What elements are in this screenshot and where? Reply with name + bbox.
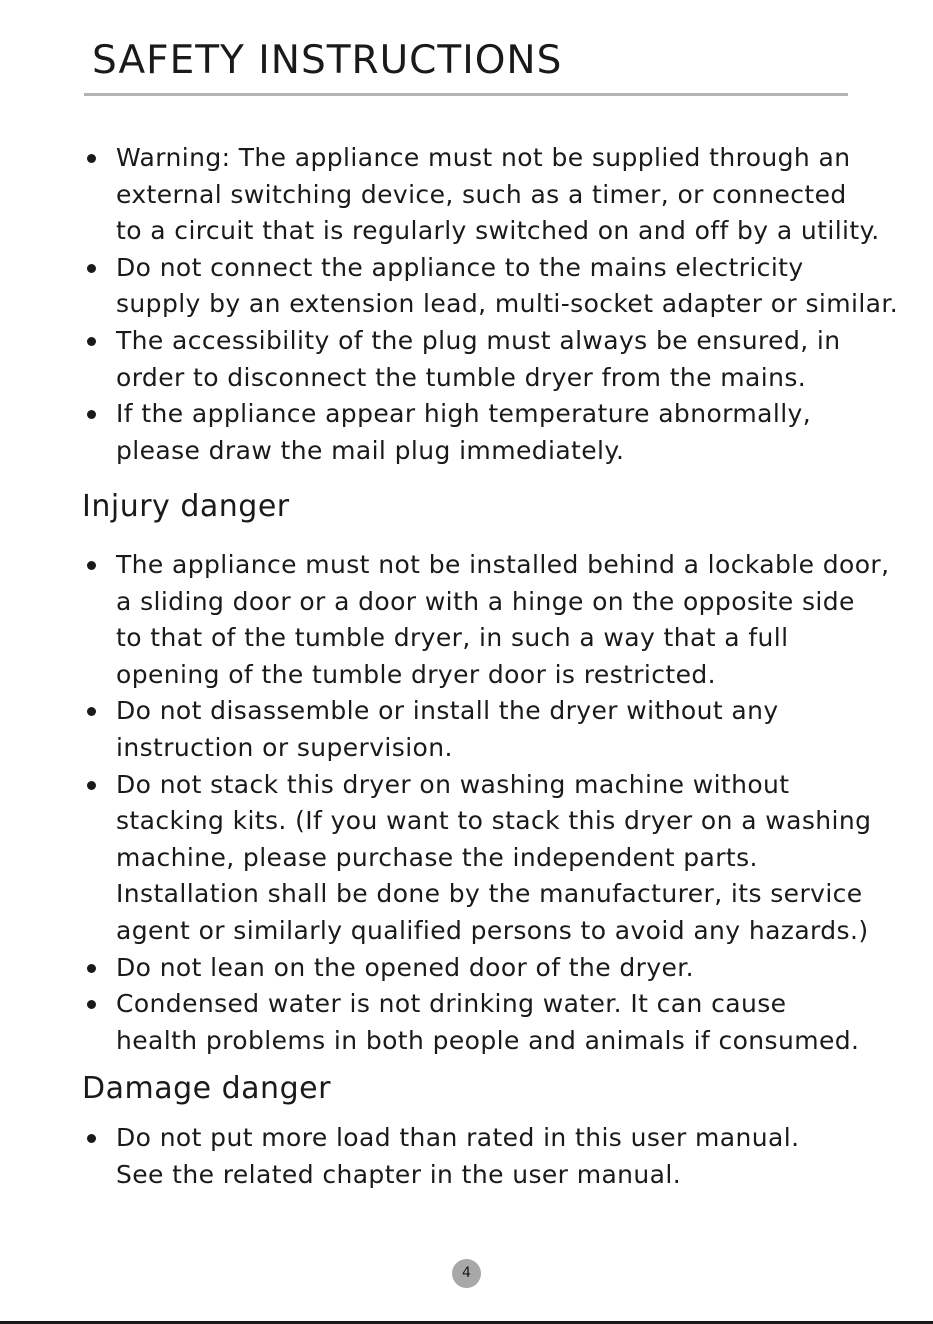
damage-danger-heading: Damage danger bbox=[82, 1071, 331, 1106]
damage-danger-list bbox=[84, 1120, 799, 1193]
page-title: SAFETY INSTRUCTIONS bbox=[92, 38, 563, 83]
title-divider bbox=[84, 93, 848, 96]
injury-danger-heading: Injury danger bbox=[82, 489, 290, 524]
injury-danger-item: Do not lean on the opened door of the dryer. bbox=[84, 950, 889, 987]
injury-danger-list bbox=[84, 547, 889, 1059]
injury-danger-item: The appliance must not be installed behind a lockable door, a sliding door or a door with a hinge on the opposite side to that of the tumble dryer, in such a way that a full opening of the tumble dryer door is restricted. bbox=[84, 547, 889, 693]
injury-danger-item: Do not stack this dryer on washing machine without stacking kits. (If you want to stack this dryer on a washing machine, please purchase the independent parts. Installation shall be done by the manufacturer, its service agent or similarly qualified persons to avoid any hazards.) bbox=[84, 767, 889, 950]
injury-danger-item: Condensed water is not drinking water. It can cause health problems in both people and animals if consumed. bbox=[84, 986, 889, 1059]
warning-item: Warning: The appliance must not be supplied through an external switching device, such as a timer, or connected to a circuit that is regularly switched on and off by a utility. bbox=[84, 140, 898, 250]
warning-item: The accessibility of the plug must always be ensured, in order to disconnect the tumble dryer from the mains. bbox=[84, 323, 898, 396]
warning-item: If the appliance appear high temperature abnormally, please draw the mail plug immediately. bbox=[84, 396, 898, 469]
warning-item: Do not connect the appliance to the mains electricity supply by an extension lead, multi-socket adapter or similar. bbox=[84, 250, 898, 323]
page-number-badge: 4 bbox=[452, 1259, 481, 1288]
damage-danger-item: Do not put more load than rated in this user manual. See the related chapter in the user manual. bbox=[84, 1120, 799, 1193]
warning-list bbox=[84, 140, 898, 469]
injury-danger-item: Do not disassemble or install the dryer without any instruction or supervision. bbox=[84, 693, 889, 766]
